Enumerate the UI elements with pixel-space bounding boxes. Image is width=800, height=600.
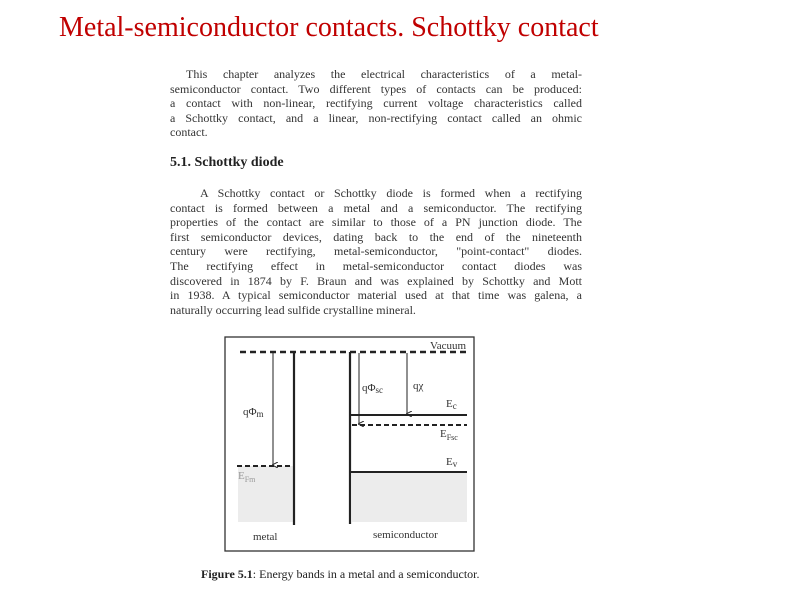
text-line: first semiconductor devices, dating back to the end of the nineteenth	[170, 229, 582, 244]
ec-label: Ec	[446, 398, 457, 411]
text-line: contact.	[170, 125, 208, 140]
caption-text: : Energy bands in a metal and a semiconductor.	[252, 567, 480, 581]
figure-caption	[201, 567, 480, 582]
efm-label: $E_{Fm}$	[238, 470, 256, 484]
q-phi-sc-label: qΦsc	[362, 382, 384, 395]
text-line: properties of the contact are similar to those of a PN junction diode. The	[170, 215, 582, 230]
q-phi-m-label: qΦm	[243, 406, 264, 419]
text-line: century were rectifying, metal-semiconductor, "point-contact" diodes.	[170, 244, 582, 259]
text-line: semiconductor contact. Two different types of contacts can be produced:	[170, 81, 582, 96]
text-line: naturally occurring lead sulfide crystalline mineral.	[170, 302, 416, 317]
caption-label: Figure 5.1	[201, 567, 253, 581]
slide-title: Metal-semiconductor contacts. Schottky contact	[59, 12, 599, 43]
text-line: This chapter analyzes the electrical characteristics of a metal-	[186, 67, 582, 81]
section-heading: 5.1. Schottky diode	[170, 155, 284, 170]
semiconductor-valence-band	[352, 472, 467, 522]
semiconductor-label: semiconductor	[373, 529, 438, 541]
text-line: a Schottky contact, and a linear, non-rectifying contact called an ohmic	[170, 110, 582, 125]
text-line: The rectifying effect in metal-semiconductor contact diodes was	[170, 258, 582, 273]
q-chi-label: qχ	[413, 380, 424, 392]
vacuum-label: Vacuum	[430, 340, 467, 352]
metal-label: metal	[253, 531, 278, 543]
text-line: A Schottky contact or Schottky diode is formed when a rectifying	[200, 186, 582, 200]
text-line: contact is formed between a metal and a semiconductor. The rectifying	[170, 200, 582, 215]
text-line: in 1938. A typical semiconductor material used at that time was galena, a	[170, 288, 582, 303]
text-line: discovered in 1874 by F. Braun and was explained by Schottky and Mott	[170, 273, 582, 288]
text-line: a contact with non-linear, rectifying current voltage characteristics called	[170, 96, 582, 111]
ev-label: Ev	[446, 456, 458, 469]
efsc-label: $E_{Fsc}$	[440, 428, 458, 442]
